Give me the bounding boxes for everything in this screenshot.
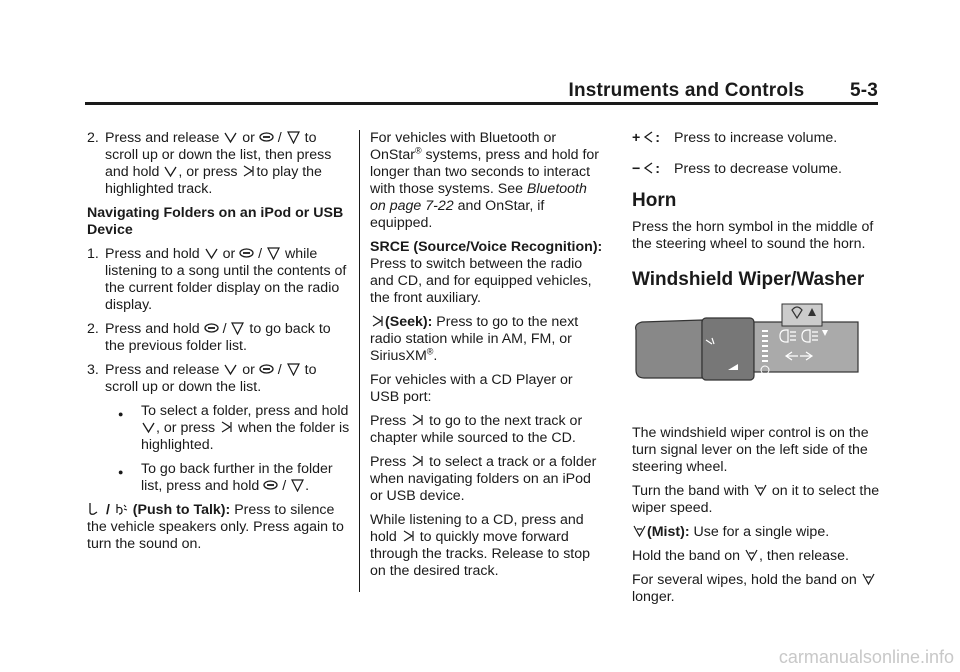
cd-player-paragraph: For vehicles with a CD Player or USB port: [370, 372, 573, 405]
seek-icon [410, 413, 425, 427]
scroll-down-icon [263, 478, 278, 492]
mist-paragraph: (Mist): Use for a single wipe. [632, 524, 882, 541]
column-divider [359, 130, 360, 592]
wiper-heading: Windshield Wiper/Washer [632, 269, 865, 290]
wiper-speed-paragraph: Turn the band with on it to select the wiper speed. [632, 483, 880, 516]
scroll-down-icon [259, 130, 274, 144]
header-rule [85, 102, 878, 105]
several-wipes-paragraph: For several wipes, hold the band on longer. [632, 572, 882, 606]
watermark: carmanualsonline.info [778, 647, 954, 667]
seek-paragraph: (Seek): Press to go to the next radio station while in AM, FM, or SiriusXM®. [370, 314, 579, 364]
scroll-down-icon [259, 362, 274, 376]
volume-up-row: + : Press to increase volume. [632, 130, 838, 146]
triangle-down-icon [286, 362, 301, 376]
column-1 [87, 130, 352, 560]
triangle-down-icon [266, 246, 281, 260]
fast-forward-paragraph: While listening to a CD, press and hold to quickly move forward through the tracks. Release to stop on the desired track. [370, 512, 591, 579]
seek-icon [241, 164, 256, 178]
section-title: Instruments and Controls [568, 80, 805, 101]
bullet-dot-icon: ● [118, 409, 124, 419]
push-to-talk-icon [114, 502, 129, 516]
speaker-icon [640, 130, 655, 144]
mist-icon [753, 483, 768, 497]
list-item-3b: 3. Press and release or / to scroll up or down the list. [87, 362, 317, 395]
list-item-2b: 2. Press and hold / to go back to the previous folder list. [87, 321, 331, 354]
select-track-paragraph: Press to select a track or a folder when navigating folders on an iPod or USB device. [370, 454, 597, 504]
scroll-up-icon [223, 362, 238, 376]
triangle-down-icon [286, 130, 301, 144]
seek-icon [401, 529, 416, 543]
push-to-talk-paragraph: / (Push to Talk): Press to silence the vehicle speakers only. Press again to turn the sound on. [87, 502, 344, 552]
seek-icon [410, 454, 425, 468]
scroll-up-icon [141, 420, 156, 434]
page-number: 5-3 [849, 80, 878, 101]
scroll-down-icon [204, 321, 219, 335]
bullet-go-back: ● To go back further in the folder list, press and hold / . [118, 461, 333, 494]
subheading: Navigating Folders on an iPod or USB Device [87, 205, 344, 238]
bluetooth-link[interactable]: Bluetooth on page 7-22 [370, 181, 587, 214]
wiper-location-paragraph: The windshield wiper control is on the turn signal lever on the left side of the steering wheel. [632, 425, 869, 475]
scroll-up-icon [163, 164, 178, 178]
scroll-up-icon [223, 130, 238, 144]
list-item-2: 2. Press and release or / to scroll up or down the list, then press and hold , or press to play the highlighted track. [87, 130, 332, 197]
bluetooth-paragraph: For vehicles with Bluetooth or OnStar® systems, press and hold for longer than two seconds to interact with those systems. See Bluetooth on page 7-22 and OnStar, if equipped. [370, 130, 600, 231]
seek-icon [370, 314, 385, 328]
speaker-icon [640, 161, 655, 175]
mist-icon [632, 524, 647, 538]
list-item-1b: 1. Press and hold or / while listening to a song until the contents of the current folder display on the radio display. [87, 246, 347, 313]
scroll-up-icon [204, 246, 219, 260]
triangle-down-icon [290, 478, 305, 492]
mist-icon [744, 548, 759, 562]
mute-icon [87, 502, 102, 516]
scroll-down-icon [239, 246, 254, 260]
next-track-paragraph: Press to go to the next track or chapter while sourced to the CD. [370, 413, 583, 446]
horn-paragraph: Press the horn symbol in the middle of the steering wheel to sound the horn. [632, 219, 874, 252]
column-3 [632, 130, 882, 613]
triangle-down-icon [230, 321, 245, 335]
volume-down-row: − : Press to decrease volume. [632, 161, 842, 177]
wiper-lever-illustration [632, 300, 864, 405]
hold-band-paragraph: Hold the band on , then release. [632, 548, 849, 564]
horn-heading: Horn [632, 190, 677, 211]
seek-icon [219, 420, 234, 434]
column-2 [370, 130, 605, 587]
mist-icon [861, 572, 876, 586]
bullet-select-folder: ● To select a folder, press and hold , or press when the folder is highlighted. [118, 403, 350, 453]
bullet-dot-icon: ● [118, 467, 124, 477]
srce-paragraph: SRCE (Source/Voice Recognition): Press to switch between the radio and CD, and for equipped vehicles, the front auxiliary. [370, 239, 603, 306]
